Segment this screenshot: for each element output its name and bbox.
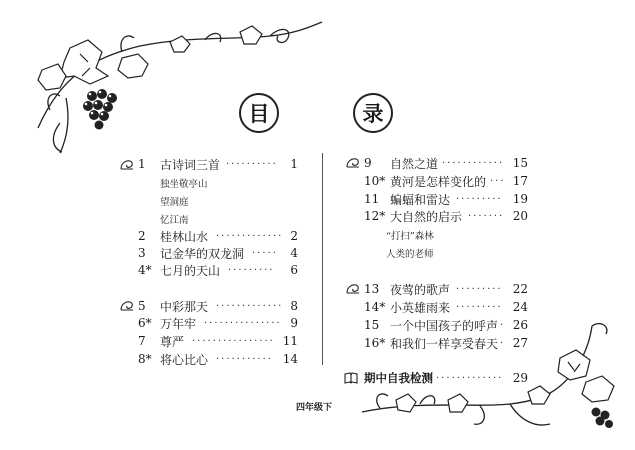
- entry-title: 蝙蝠和雷达: [390, 192, 451, 207]
- toc-entry[interactable]: [364, 155, 534, 171]
- entry-page: 8: [290, 299, 298, 313]
- entry-page: 15: [512, 156, 528, 170]
- leader-dots: ···········: [216, 353, 273, 365]
- entry-title: 尊严: [160, 334, 185, 349]
- entry-title: 和我们一样享受春天: [390, 336, 499, 351]
- entry-title: 小英雄雨来: [390, 300, 451, 315]
- entry-title: 自然之道: [390, 156, 439, 171]
- toc-entry[interactable]: [138, 333, 303, 349]
- entry-page: 29: [512, 371, 528, 385]
- toc-entry[interactable]: [364, 191, 534, 207]
- article-subtitle: 人类的老师: [386, 249, 434, 260]
- toc-entry[interactable]: [138, 315, 303, 331]
- leader-dots: ·············: [216, 230, 284, 242]
- entry-number: 12*: [364, 209, 386, 223]
- toc-entry[interactable]: [364, 208, 534, 224]
- leader-dots: ·····: [252, 247, 278, 259]
- poem-subtitle: 忆江南: [160, 215, 189, 226]
- entry-page: 26: [512, 318, 528, 332]
- entry-page: 20: [512, 209, 528, 223]
- entry-number: 14*: [364, 300, 386, 314]
- entry-number: 8*: [138, 352, 152, 366]
- grape-vine-ornament-top-left: [30, 18, 330, 158]
- title-char-left: 目: [239, 93, 279, 133]
- entry-page: 6: [290, 263, 298, 277]
- toc-entry[interactable]: [138, 245, 303, 261]
- toc-entry[interactable]: [364, 173, 534, 189]
- entry-page: 27: [512, 336, 528, 350]
- leader-dots: ·: [500, 337, 506, 349]
- entry-title: 中彩那天: [160, 299, 209, 314]
- toc-entry[interactable]: [138, 262, 303, 278]
- poem-subtitle: 独坐敬亭山: [160, 179, 208, 190]
- entry-page: 4: [290, 246, 298, 260]
- entry-page: 11: [282, 334, 298, 348]
- title-char-right: 录: [353, 93, 393, 133]
- entry-title: 七月的天山: [160, 263, 221, 278]
- entry-number: 9: [364, 156, 372, 170]
- grade-label: 四年级下: [296, 403, 333, 413]
- entry-page: 22: [512, 282, 528, 296]
- leader-dots: ··········: [226, 158, 278, 170]
- entry-title: 黄河是怎样变化的: [390, 174, 487, 189]
- leader-dots: ·············: [216, 300, 284, 312]
- leader-dots: ················: [192, 335, 275, 347]
- entry-number: 16*: [364, 336, 386, 350]
- leader-dots: ············: [442, 157, 505, 169]
- entry-page: 9: [290, 316, 298, 330]
- entry-number: 6*: [138, 316, 152, 330]
- entry-number: 15: [364, 318, 380, 332]
- toc-entry[interactable]: [138, 228, 303, 244]
- entry-number: 3: [138, 246, 146, 260]
- shell-unit-icon: [346, 283, 360, 295]
- toc-entry[interactable]: [138, 351, 303, 367]
- poem-subtitle: 望洞庭: [160, 197, 189, 208]
- article-subtitle: “打扫”森林: [386, 231, 434, 242]
- entry-title: 大自然的启示: [390, 209, 463, 224]
- midterm-test-entry[interactable]: [364, 370, 534, 386]
- entry-title: 记金华的双龙洞: [160, 246, 245, 261]
- entry-number: 2: [138, 229, 146, 243]
- shell-unit-icon: [346, 157, 360, 169]
- entry-title: 夜莺的歌声: [390, 282, 451, 297]
- toc-entry[interactable]: [364, 317, 534, 333]
- entry-title: 古诗词三首: [160, 157, 221, 172]
- entry-number: 11: [364, 192, 380, 206]
- toc-entry[interactable]: [364, 281, 534, 297]
- entry-title: 一个中国孩子的呼声: [390, 318, 499, 333]
- toc-entry[interactable]: [138, 156, 303, 172]
- leader-dots: ·········: [456, 301, 503, 313]
- leader-dots: ·········: [456, 193, 503, 205]
- shell-unit-icon: [120, 300, 134, 312]
- leader-dots: ·········: [228, 264, 275, 276]
- entry-number: 4*: [138, 263, 152, 277]
- entry-page: 2: [290, 229, 298, 243]
- entry-title: 将心比心: [160, 352, 209, 367]
- toc-entry[interactable]: [364, 299, 534, 315]
- leader-dots: ···············: [204, 317, 282, 329]
- leader-dots: ·········: [456, 283, 503, 295]
- leader-dots: ·······: [468, 210, 505, 222]
- test-title: 期中自我检测: [364, 371, 433, 385]
- entry-page: 1: [290, 157, 298, 171]
- entry-title: 桂林山水: [160, 229, 209, 244]
- leader-dots: ·: [500, 319, 506, 331]
- test-book-icon: [344, 372, 358, 384]
- entry-number: 7: [138, 334, 146, 348]
- entry-page: 14: [282, 352, 298, 366]
- leader-dots: ·············: [436, 372, 504, 384]
- toc-entry[interactable]: [364, 335, 534, 351]
- entry-number: 5: [138, 299, 146, 313]
- entry-page: 17: [512, 174, 528, 188]
- leader-dots: ···: [490, 175, 506, 187]
- entry-title: 万年牢: [160, 316, 197, 331]
- column-divider: [322, 153, 323, 365]
- entry-page: 19: [512, 192, 528, 206]
- toc-entry[interactable]: [138, 298, 303, 314]
- entry-number: 13: [364, 282, 380, 296]
- entry-page: 24: [512, 300, 528, 314]
- entry-number: 10*: [364, 174, 386, 188]
- shell-unit-icon: [120, 159, 134, 171]
- entry-number: 1: [138, 157, 146, 171]
